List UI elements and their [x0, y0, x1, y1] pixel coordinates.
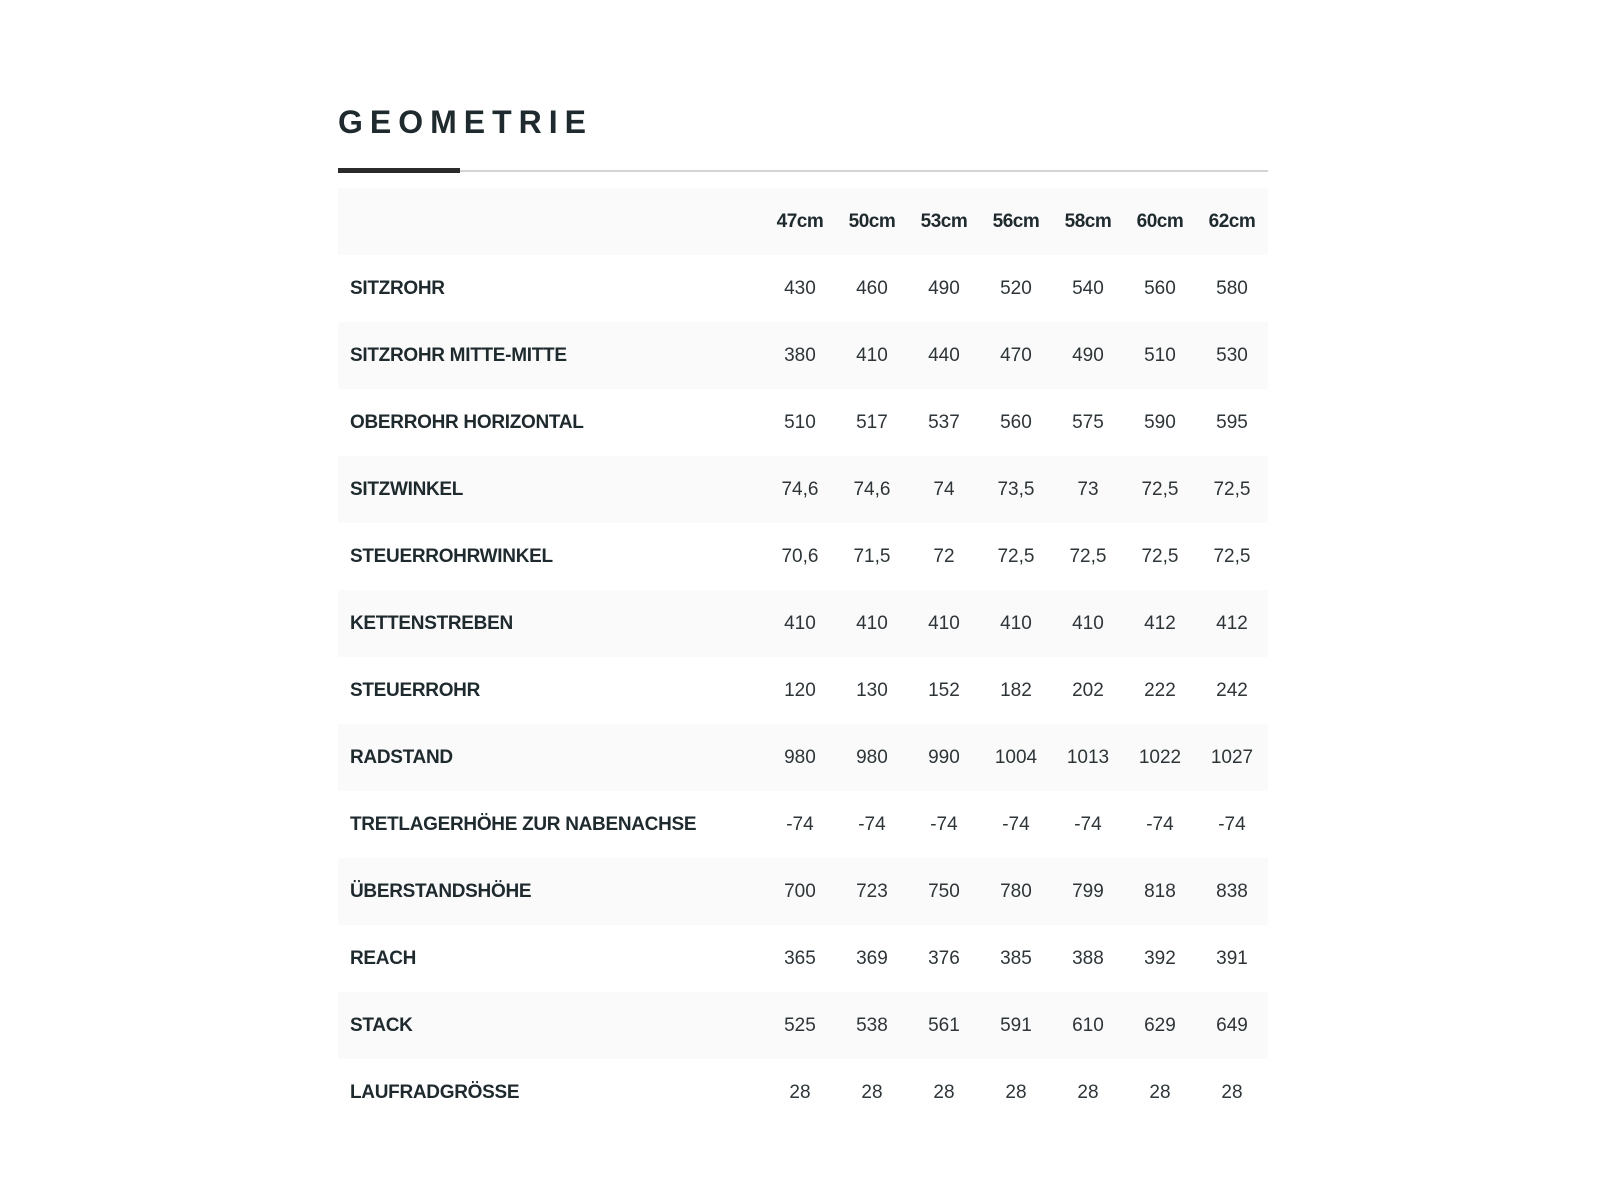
table-cell: 182 — [1000, 679, 1032, 701]
divider-line — [338, 170, 1268, 172]
table-cell: 152 — [928, 679, 960, 701]
table-cell: 540 — [1072, 277, 1104, 299]
table-row — [338, 657, 1268, 724]
table-cell: 72,5 — [1141, 545, 1179, 567]
table-cell: 376 — [928, 947, 960, 969]
table-cell: -74 — [930, 813, 958, 835]
table-cell: 700 — [784, 880, 816, 902]
table-cell: 73 — [1077, 478, 1099, 500]
row-label: RADSTAND — [350, 746, 453, 768]
table-cell: 28 — [1077, 1081, 1099, 1103]
table-row — [338, 1059, 1268, 1126]
table-row — [338, 925, 1268, 992]
table-cell: 202 — [1072, 679, 1104, 701]
row-label: TRETLAGERHÖHE ZUR NABENACHSE — [350, 813, 697, 835]
table-cell: 590 — [1144, 411, 1176, 433]
row-label: STEUERROHRWINKEL — [350, 545, 553, 567]
table-row — [338, 791, 1268, 858]
table-cell: 430 — [784, 277, 816, 299]
table-cell: 120 — [784, 679, 816, 701]
table-cell: 130 — [856, 679, 888, 701]
table-cell: 537 — [928, 411, 960, 433]
table-cell: 28 — [933, 1081, 955, 1103]
table-row — [338, 456, 1268, 523]
row-label: SITZWINKEL — [350, 478, 464, 500]
table-cell: 391 — [1216, 947, 1248, 969]
table-cell: 365 — [784, 947, 816, 969]
table-cell: 750 — [928, 880, 960, 902]
row-label: ÜBERSTANDSHÖHE — [350, 880, 532, 902]
table-cell: 412 — [1216, 612, 1248, 634]
table-cell: 818 — [1144, 880, 1176, 902]
table-cell: 392 — [1144, 947, 1176, 969]
table-cell: 28 — [789, 1081, 811, 1103]
table-cell: -74 — [858, 813, 886, 835]
table-cell: 649 — [1216, 1014, 1248, 1036]
table-row — [338, 858, 1268, 925]
table-cell: 460 — [856, 277, 888, 299]
table-cell: 369 — [856, 947, 888, 969]
table-cell: 490 — [1072, 344, 1104, 366]
table-cell: 1027 — [1210, 746, 1254, 768]
table-cell: 580 — [1216, 277, 1248, 299]
row-label: SITZROHR MITTE-MITTE — [350, 344, 567, 366]
table-cell: 799 — [1072, 880, 1104, 902]
table-cell: 72 — [933, 545, 955, 567]
table-cell: 410 — [856, 612, 888, 634]
table-cell: 610 — [1072, 1014, 1104, 1036]
table-cell: 410 — [928, 612, 960, 634]
table-cell: 28 — [1005, 1081, 1027, 1103]
table-cell: 28 — [861, 1081, 883, 1103]
table-cell: 410 — [856, 344, 888, 366]
column-header: 58cm — [1064, 210, 1112, 232]
geometry-section — [338, 100, 1268, 1126]
table-cell: 525 — [784, 1014, 816, 1036]
table-cell: 595 — [1216, 411, 1248, 433]
table-cell: 410 — [1000, 612, 1032, 634]
table-cell: 72,5 — [1141, 478, 1179, 500]
table-cell: 73,5 — [997, 478, 1035, 500]
table-cell: 723 — [856, 880, 888, 902]
table-cell: 510 — [784, 411, 816, 433]
table-cell: 538 — [856, 1014, 888, 1036]
table-cell: 410 — [1072, 612, 1104, 634]
table-cell: 1004 — [994, 746, 1038, 768]
table-cell: 28 — [1221, 1081, 1243, 1103]
row-label: STEUERROHR — [350, 679, 481, 701]
table-cell: 242 — [1216, 679, 1248, 701]
table-cell: 410 — [784, 612, 816, 634]
table-cell: 71,5 — [853, 545, 891, 567]
table-cell: 72,5 — [997, 545, 1035, 567]
table-cell: 561 — [928, 1014, 960, 1036]
section-title: GEOMETRIE — [338, 104, 594, 140]
table-cell: 530 — [1216, 344, 1248, 366]
table-cell: 490 — [928, 277, 960, 299]
table-cell: 517 — [856, 411, 888, 433]
table-row — [338, 523, 1268, 590]
row-label: LAUFRADGRÖSSE — [350, 1081, 520, 1103]
table-cell: 980 — [784, 746, 816, 768]
table-cell: -74 — [1002, 813, 1030, 835]
table-cell: -74 — [1146, 813, 1174, 835]
table-cell: 388 — [1072, 947, 1104, 969]
table-cell: 74 — [933, 478, 955, 500]
table-cell: 1022 — [1138, 746, 1182, 768]
table-row — [338, 322, 1268, 389]
table-cell: 72,5 — [1213, 545, 1251, 567]
title-divider — [338, 168, 1268, 174]
table-cell: 575 — [1072, 411, 1104, 433]
table-cell: 629 — [1144, 1014, 1176, 1036]
table-cell: 72,5 — [1069, 545, 1107, 567]
table-row — [338, 590, 1268, 657]
column-header: 60cm — [1136, 210, 1184, 232]
table-cell: 1013 — [1066, 746, 1110, 768]
table-row — [338, 724, 1268, 791]
table-row — [338, 389, 1268, 456]
table-cell: 510 — [1144, 344, 1176, 366]
column-header: 62cm — [1208, 210, 1256, 232]
table-cell: -74 — [1218, 813, 1246, 835]
table-header-row — [338, 188, 1268, 255]
table-cell: 74,6 — [853, 478, 891, 500]
table-cell: 440 — [928, 344, 960, 366]
table-body — [338, 255, 1268, 1126]
geometry-table — [338, 188, 1268, 1126]
table-cell: 380 — [784, 344, 816, 366]
table-cell: 70,6 — [781, 545, 819, 567]
table-row — [338, 992, 1268, 1059]
table-cell: 520 — [1000, 277, 1032, 299]
row-label: STACK — [350, 1014, 413, 1036]
table-row — [338, 255, 1268, 322]
table-cell: 591 — [1000, 1014, 1032, 1036]
table-cell: 780 — [1000, 880, 1032, 902]
column-header: 53cm — [920, 210, 968, 232]
table-cell: 28 — [1149, 1081, 1171, 1103]
table-cell: -74 — [1074, 813, 1102, 835]
table-cell: 412 — [1144, 612, 1176, 634]
table-cell: 560 — [1000, 411, 1032, 433]
table-cell: 385 — [1000, 947, 1032, 969]
row-label: REACH — [350, 947, 417, 969]
row-label: OBERROHR HORIZONTAL — [350, 411, 584, 433]
table-cell: 72,5 — [1213, 478, 1251, 500]
table-cell: -74 — [786, 813, 814, 835]
column-header: 50cm — [848, 210, 896, 232]
table-cell: 222 — [1144, 679, 1176, 701]
row-label: SITZROHR — [350, 277, 445, 299]
table-cell: 74,6 — [781, 478, 819, 500]
column-header: 56cm — [992, 210, 1040, 232]
table-cell: 838 — [1216, 880, 1248, 902]
table-cell: 980 — [856, 746, 888, 768]
table-cell: 470 — [1000, 344, 1032, 366]
column-header: 47cm — [776, 210, 824, 232]
table-cell: 560 — [1144, 277, 1176, 299]
divider-accent — [338, 168, 460, 173]
header-empty-cell — [338, 188, 764, 255]
table-cell: 990 — [928, 746, 960, 768]
row-label: KETTENSTREBEN — [350, 612, 513, 634]
